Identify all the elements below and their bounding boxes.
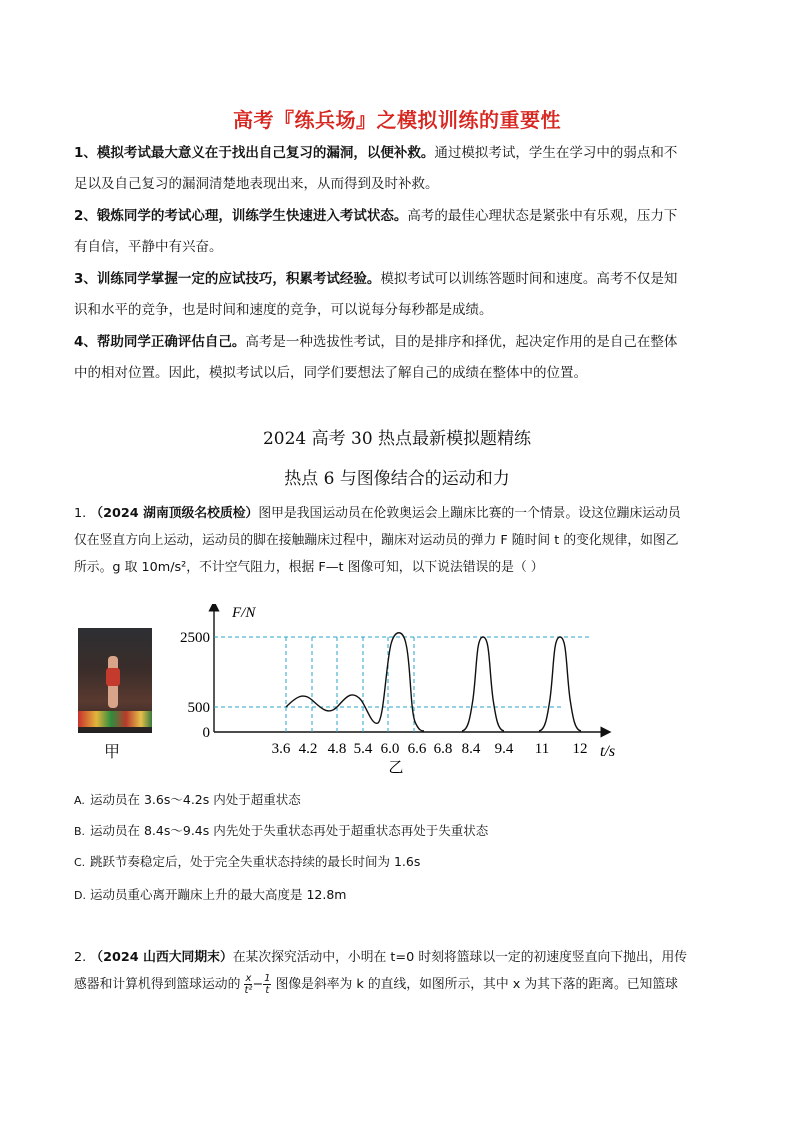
fraction-2-numerator: 1 — [264, 973, 271, 984]
question-2-number: 2. — [74, 950, 87, 965]
intro-3-line2: 识和水平的竞争，也是时间和速度的竞争，可以说每分每秒都是成绩。 — [74, 302, 493, 318]
question-2-line2-pre: 感器和计算机得到篮球运动的 — [74, 977, 241, 992]
section-subtitle: 热点 6 与图像结合的运动和力 — [284, 469, 510, 489]
force-curve-peak-3 — [539, 637, 581, 731]
option-d — [74, 885, 346, 906]
x-tick: 3.6 — [271, 741, 291, 757]
option-c-text: 跳跃节奏稳定后，处于完全失重状态持续的最长时间为 1.6s — [90, 854, 421, 869]
intro-4-rest: 高考是一种选拔性考试，目的是排序和择优，起决定作用的是自己在整体 — [245, 334, 678, 350]
force-curve-initial — [286, 633, 424, 731]
photo-athlete-suit — [106, 668, 120, 686]
option-a-text: 运动员在 3.6s～4.2s 内处于超重状态 — [90, 792, 301, 807]
intro-paragraph-1 — [74, 138, 726, 200]
y-axis-label: F/N — [232, 605, 256, 621]
x-tick: 4.8 — [327, 741, 347, 757]
x-tick: 12 — [572, 741, 588, 757]
x-axis-label: t/s — [600, 743, 616, 760]
option-b — [74, 821, 488, 842]
x-tick: 6.0 — [380, 741, 400, 757]
option-c-letter: C. — [74, 856, 86, 869]
trampoline-photo — [78, 628, 152, 733]
intro-2-bold: 2、锻炼同学的考试心理，训练学生快速进入考试状态。 — [74, 208, 408, 224]
x-tick: 9.4 — [494, 741, 514, 757]
option-d-text: 运动员重心离开蹦床上升的最大高度是 12.8m — [90, 887, 347, 902]
y-tick-0: 0 — [202, 725, 210, 741]
minus-sign: − — [252, 977, 264, 992]
option-c — [74, 852, 420, 873]
y-tick-2500: 2500 — [180, 630, 210, 646]
intro-paragraph-2 — [74, 201, 726, 263]
fraction-1-over-t — [263, 973, 271, 996]
intro-4-line2: 中的相对位置。因此，模拟考试以后，同学们要想法了解自己的成绩在整体中的位置。 — [74, 365, 587, 381]
question-1-line3: 所示。g 取 10m/s²，不计空气阻力，根据 F—t 图像可知，以下说法错误的是（ ） — [74, 560, 544, 575]
photo-banner-strip — [78, 711, 152, 727]
option-a-letter: A. — [74, 794, 85, 807]
figure-a-caption: 甲 — [104, 742, 121, 761]
x-tick: 8.4 — [461, 741, 481, 757]
section-title: 2024 高考 30 热点最新模拟题精练 — [262, 429, 532, 449]
intro-1-bold: 1、模拟考试最大意义在于找出自己复习的漏洞，以便补救。 — [74, 145, 435, 161]
intro-3-rest: 模拟考试可以训练答题时间和速度。高考不仅是知 — [380, 271, 678, 287]
fraction-1-denominator: t² — [244, 985, 253, 996]
fraction-1-numerator: x — [245, 973, 252, 984]
figure-b-caption: 乙 — [388, 758, 404, 774]
x-tick: 4.2 — [298, 741, 318, 757]
question-1 — [74, 500, 726, 581]
intro-1-rest: 通过模拟考试，学生在学习中的弱点和不 — [434, 145, 678, 161]
x-tick: 5.4 — [353, 741, 373, 757]
x-tick: 6.6 — [407, 741, 427, 757]
intro-2-line2: 有自信，平静中有兴奋。 — [74, 239, 223, 255]
question-1-number: 1. — [74, 506, 87, 521]
question-2-line1: 在某次探究活动中，小明在 t=0 时刻将篮球以一定的初速度竖直向下抛出，用传 — [232, 950, 688, 965]
x-tick: 6.8 — [433, 741, 453, 757]
intro-2-rest: 高考的最佳心理状态是紧张中有乐观，压力下 — [407, 208, 678, 224]
intro-1-line2: 足以及自己复习的漏洞清楚地表现出来，从而得到及时补救。 — [74, 176, 439, 192]
question-2-line2-post: 图像是斜率为 k 的直线，如图所示，其中 x 为其下落的距离。已知篮球 — [275, 977, 678, 992]
intro-4-bold: 4、帮助同学正确评估自己。 — [74, 334, 246, 350]
question-2 — [74, 944, 726, 998]
question-1-source: （2024 湖南顶级名校质检） — [90, 506, 259, 521]
force-curve-peak-2 — [462, 637, 504, 731]
intro-3-bold: 3、训练同学掌握一定的应试技巧，积累考试经验。 — [74, 271, 381, 287]
option-b-letter: B. — [74, 825, 86, 838]
intro-paragraph-3 — [74, 264, 726, 326]
question-2-source: （2024 山西大同期末） — [90, 950, 233, 965]
question-1-line2: 仅在竖直方向上运动，运动员的脚在接触蹦床过程中，蹦床对运动员的弹力 F 随时间 t 的变化规律，如图乙 — [74, 533, 679, 548]
option-a — [74, 790, 301, 811]
page-title: 高考『练兵场』之模拟训练的重要性 — [233, 108, 561, 132]
x-tick: 11 — [534, 741, 550, 757]
intro-paragraph-4 — [74, 327, 726, 389]
option-b-text: 运动员在 8.4s～9.4s 内先处于失重状态再处于超重状态再处于失重状态 — [90, 823, 489, 838]
option-d-letter: D. — [74, 889, 86, 902]
question-1-line1: 图甲是我国运动员在伦敦奥运会上蹦床比赛的一个情景。设这位蹦床运动员 — [258, 506, 681, 521]
y-tick-500: 500 — [187, 700, 210, 716]
fraction-2-denominator: t — [265, 985, 270, 996]
force-time-chart — [166, 604, 626, 774]
